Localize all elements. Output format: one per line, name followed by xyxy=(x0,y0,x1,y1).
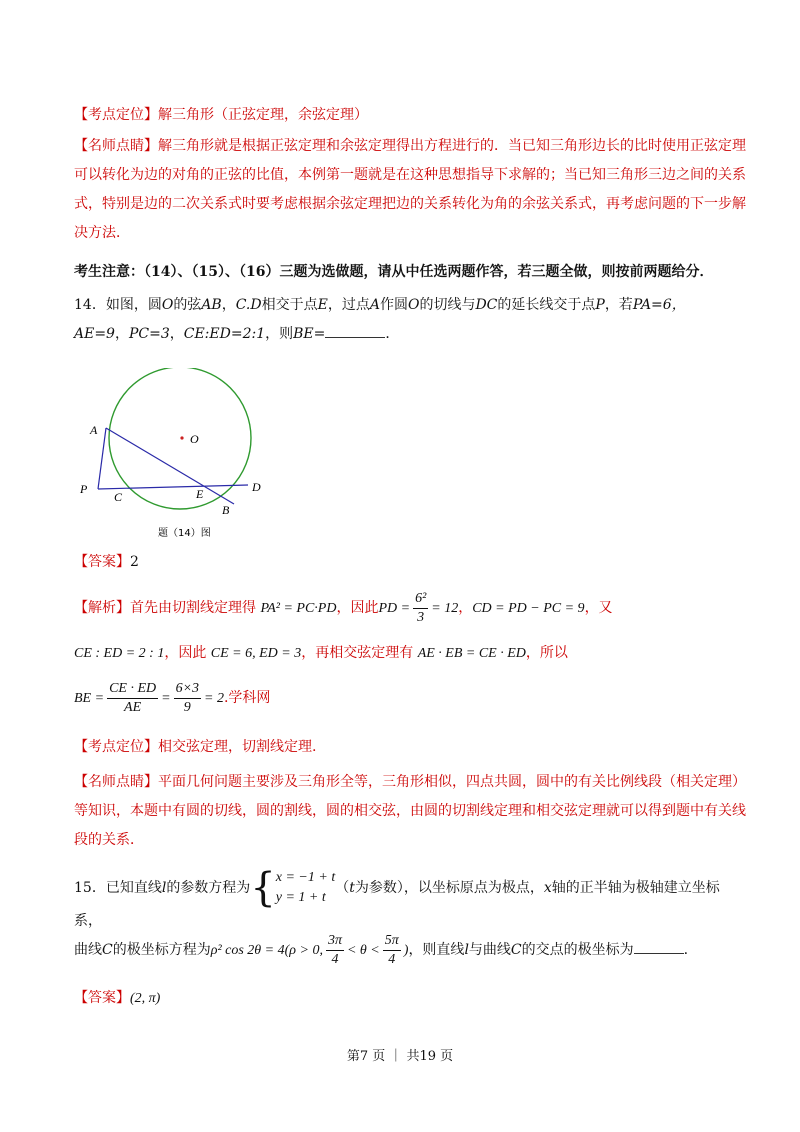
segment-pa xyxy=(98,428,106,489)
var-e: E xyxy=(317,297,328,313)
frac-num: CE · ED xyxy=(107,680,158,699)
var-o: O xyxy=(407,297,420,313)
q14-kaodian xyxy=(74,733,746,762)
q14-text: ，则 xyxy=(265,326,294,342)
answer-value: (2, π) xyxy=(130,991,161,1006)
label-d: D xyxy=(252,480,261,494)
label-b: B xyxy=(222,503,230,517)
q14-number: 14． xyxy=(74,297,106,313)
q15-answer xyxy=(74,984,746,1013)
q14-text: 的切线与 xyxy=(419,297,476,313)
q14-text: 的延长线交于点 xyxy=(497,297,596,313)
polar-eq: ρ² cos 2θ = 4(ρ > 0, xyxy=(210,943,323,958)
var-t: t xyxy=(349,880,355,896)
var-p: P xyxy=(595,297,605,313)
jiexi-math: PD = xyxy=(378,601,411,616)
jiexi-label: 【解析】 xyxy=(74,600,130,616)
jiexi-math: BE = xyxy=(74,691,105,706)
var-ab: AB xyxy=(201,297,222,313)
jiexi-text: ， xyxy=(458,600,473,616)
q14-text: ，若 xyxy=(604,297,633,313)
frac-num: 6×3 xyxy=(174,680,201,699)
eq-y: y = 1 + t xyxy=(275,890,326,905)
var-ae: AE=9 xyxy=(74,326,115,342)
mingshi-text: 平面几何问题主要涉及三角形全等，三角形相似，四点共圆，圆中的有关比例线段（相关定理）等知识，本题中有圆的切线，圆的割线，圆的相交弦，由圆的切割线定理和相交弦定理就可以得到题中有关线段的关系． xyxy=(74,774,746,848)
var-ratio: CE:ED=2:1 xyxy=(183,326,266,342)
figure-caption: 题（14）图 xyxy=(158,528,211,539)
kaodian-label: 【考点定位】 xyxy=(74,739,158,755)
q14-text: ， xyxy=(221,297,236,313)
jiexi-math: PA² = PC·PD xyxy=(260,601,337,616)
frac-den: 3 xyxy=(417,609,425,625)
frac-calc xyxy=(174,680,201,717)
q15-number: 15． xyxy=(74,880,106,896)
var-l: l xyxy=(464,942,469,958)
jiexi-text: ，因此 xyxy=(336,600,379,616)
kaodian-text: 解三角形（正弦定理，余弦定理） xyxy=(158,107,368,123)
var-l: l xyxy=(161,880,167,896)
q15-text: 的极坐标方程为 xyxy=(112,942,211,958)
jiexi-text: ，又 xyxy=(584,600,613,616)
q15-text: 轴的正半轴为极轴建立坐标系， xyxy=(74,880,720,929)
notice: 考生注意：（14）、（15）、（16）三题为选做题，请从中任选两题作答，若三题全做，则按前两题给分． xyxy=(74,264,714,280)
frac-5pi4 xyxy=(383,932,401,969)
frac-den: 9 xyxy=(183,699,191,715)
sec13-kaodian xyxy=(74,101,746,130)
segment-ab xyxy=(106,428,234,504)
q15-text: （ xyxy=(335,880,350,896)
page-footer: 第7 页 ｜ 共19 页 xyxy=(346,1049,454,1064)
answer-blank xyxy=(634,939,684,954)
frac-num: 3π xyxy=(326,932,344,951)
q14-text: ，过点 xyxy=(327,297,370,313)
jiexi-math: = xyxy=(161,691,171,706)
q14-text: 相交于点 xyxy=(261,297,318,313)
jiexi-text: .学科网 xyxy=(223,690,271,706)
jiexi-math: CE = 6, ED = 3 xyxy=(210,646,302,661)
q14-text: ． xyxy=(385,326,400,342)
var-a: A xyxy=(369,297,380,313)
frac-den: AE xyxy=(124,699,142,715)
q14-text: 如图，圆 xyxy=(105,297,162,313)
q15-stem xyxy=(74,865,746,934)
eq-x: x = −1 + t xyxy=(275,870,336,885)
var-dc: DC xyxy=(475,297,498,313)
jiexi-text: ，再相交弦定理有 xyxy=(301,645,414,661)
var-c: C xyxy=(102,942,113,958)
system-brace: { xyxy=(250,865,276,911)
answer-label: 【答案】 xyxy=(74,554,130,570)
frac-num: 6² xyxy=(413,590,428,609)
segment-pd xyxy=(98,485,248,489)
q14-text: ， xyxy=(114,326,129,342)
answer-blank xyxy=(325,323,385,338)
frac-num: 5π xyxy=(383,932,401,951)
label-p: P xyxy=(80,482,88,496)
var-pa: PA=6， xyxy=(632,297,686,313)
q14-text: ， xyxy=(169,326,184,342)
jiexi-math: CD = PD − PC = 9 xyxy=(472,601,585,616)
q15-line2 xyxy=(74,930,746,971)
jiexi-text: 首先由切割线定理得 xyxy=(130,600,256,616)
q14-answer xyxy=(74,548,746,577)
var-be: BE= xyxy=(293,326,326,342)
frac-den: 4 xyxy=(331,951,339,967)
frac-be xyxy=(107,680,158,717)
mingshi-label: 【名师点睛】 xyxy=(74,138,158,154)
polar-eq: < θ < xyxy=(346,943,380,958)
var-o: O xyxy=(161,297,174,313)
param-system xyxy=(276,868,335,908)
kaodian-text: 相交弦定理，切割线定理. xyxy=(158,739,317,755)
label-o: O xyxy=(190,432,199,446)
q15-text: 的交点的极坐标为 xyxy=(521,942,634,958)
jiexi-math: = 12 xyxy=(431,601,459,616)
frac-pd xyxy=(413,590,428,627)
mingshi-label: 【名师点睛】 xyxy=(74,774,158,790)
polar-eq: ) xyxy=(403,943,409,958)
q15-text: ，则直线 xyxy=(408,942,465,958)
q14-text: 的弦 xyxy=(173,297,202,313)
center-dot xyxy=(180,436,183,439)
label-c: C xyxy=(114,490,123,504)
q15-text: 与曲线 xyxy=(468,942,511,958)
answer-value: 2 xyxy=(130,554,139,570)
q14-mingshi xyxy=(74,768,746,855)
jiexi-math: AE · EB = CE · ED xyxy=(417,646,526,661)
label-e: E xyxy=(196,487,204,501)
q15-text: 的参数方程为 xyxy=(166,880,251,896)
jiexi-text: ，所以 xyxy=(525,645,568,661)
sec13-mingshi xyxy=(74,132,746,248)
frac-den: 4 xyxy=(388,951,396,967)
q15-text: 为参数），以坐标原点为极点， xyxy=(354,880,544,896)
jiexi-math: = 2 xyxy=(204,691,224,706)
q14-stem xyxy=(74,291,746,349)
answer-label: 【答案】 xyxy=(74,990,130,1006)
var-c: C xyxy=(510,942,522,958)
var-pc: PC=3 xyxy=(128,326,170,342)
q15-text: 曲线 xyxy=(74,942,102,958)
var-cd: C.D xyxy=(235,297,262,313)
frac-3pi4 xyxy=(326,932,344,969)
mingshi-text: 解三角形就是根据正弦定理和余弦定理得出方程进行的．当已知三角形边长的比时使用正弦定理可以转化为边的对角的正弦的比值，本例第一题就是在这种思想指导下求解的；当已知三角形三边之间的关系式，特别是边的二次关系式时要考虑根据余弦定理把边的关系转化为角的余弦关系式，再考虑问题的下一步解决方法． xyxy=(74,138,746,241)
var-x: x xyxy=(543,880,552,896)
label-a: A xyxy=(90,423,98,437)
q15-text: . xyxy=(683,942,689,958)
kaodian-label: 【考点定位】 xyxy=(74,107,158,123)
jiexi-text: ，因此 xyxy=(164,645,207,661)
q15-text: 已知直线 xyxy=(105,880,162,896)
q14-jiexi xyxy=(74,586,746,721)
jiexi-math: CE : ED = 2 : 1 xyxy=(74,646,165,661)
q14-text: 作圆 xyxy=(379,297,408,313)
figure-14 xyxy=(74,368,274,540)
